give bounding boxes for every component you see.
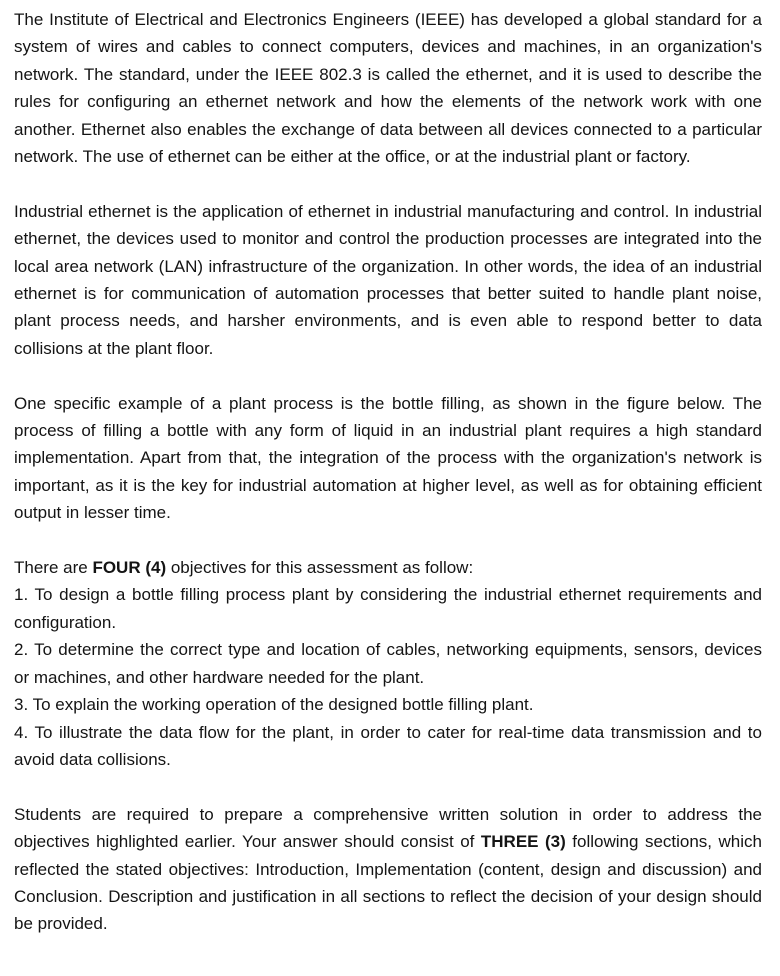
objective-item: 3. To explain the working operation of the designed bottle filling plant. <box>14 695 534 715</box>
objective-item: 2. To determine the correct type and location of cables, networking equipments, sensors, devices or machines, and other hardware needed for the plant. <box>14 640 762 687</box>
objectives-count: FOUR (4) <box>92 558 167 578</box>
instructions-text-after: following sections, which reflected the stated objectives: Introduction, Implementation (content, design and discussion) and Conclusion. Description and justification in all sections to reflect the decision of your design should be provided. <box>14 832 762 934</box>
paragraph-ieee-ethernet: The Institute of Electrical and Electronics Engineers (IEEE) has developed a global standard for a system of wires and cables to connect computers, devices and machines, in an organization's network. The standard, under the IEEE 802.3 is called the ethernet, and it is used to describe the rules for configuring an ethernet network and how the elements of the network work with one another. Ethernet also enables the exchange of data between all devices connected to a particular network. The use of ethernet can be either at the office, or at the industrial plant or factory. <box>14 10 762 167</box>
objectives-intro <box>14 554 762 581</box>
document-page <box>14 6 762 938</box>
objectives-intro-text-after: objectives for this assessment as follow: <box>166 558 474 578</box>
paragraph-bottle-filling: One specific example of a plant process is the bottle filling, as shown in the figure below. The process of filling a bottle with any form of liquid in an industrial plant requires a high standard implementation. Apart from that, the integration of the process with the organization's network is important, as it is the key for industrial automation at higher level, as well as for obtaining efficient output in lesser time. <box>14 393 762 523</box>
paragraph-instructions <box>14 801 762 938</box>
objectives-intro-text-before: There are <box>14 558 93 578</box>
objective-item: 4. To illustrate the data flow for the plant, in order to cater for real-time data transmission and to avoid data collisions. <box>14 722 762 769</box>
objectives-section <box>14 554 762 773</box>
objective-item: 1. To design a bottle filling process plant by considering the industrial ethernet requirements and configuration. <box>14 585 762 632</box>
instructions-text-before: Students are required to prepare a comprehensive written solution in order to address the objectives highlighted earlier. Your answer should consist of <box>14 804 762 852</box>
sections-count: THREE (3) <box>480 832 566 852</box>
paragraph-industrial-ethernet: Industrial ethernet is the application of ethernet in industrial manufacturing and control. In industrial ethernet, the devices used to monitor and control the production processes are integrated into the local area network (LAN) infrastructure of the organization. In other words, the idea of an industrial ethernet is for communication of automation processes that better suited to handle plant noise, plant process needs, and harsher environments, and is even able to respond better to data collisions at the plant floor. <box>14 201 762 358</box>
